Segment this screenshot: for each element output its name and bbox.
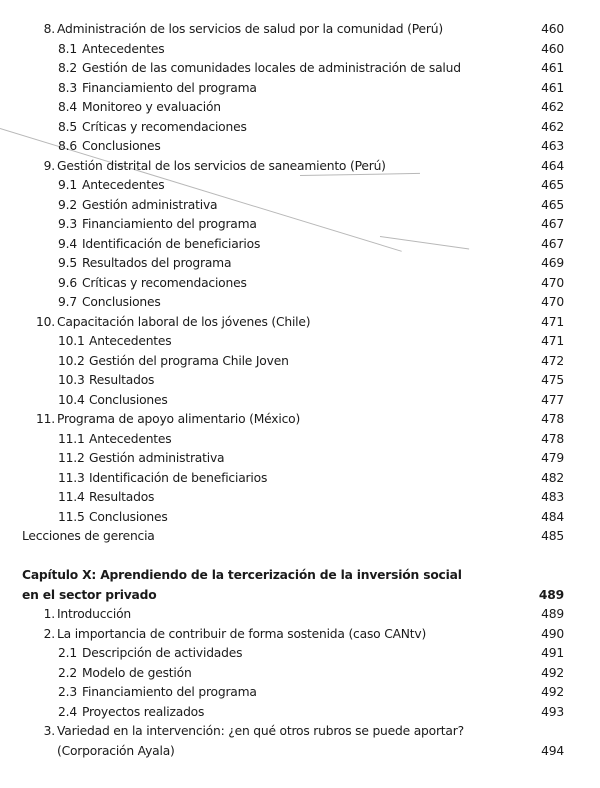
entry-title: Identificación de beneficiarios xyxy=(89,470,268,485)
entry-title: Financiamiento del programa xyxy=(82,217,257,231)
entry-title: Monitoreo y evaluación xyxy=(82,100,221,114)
toc-entry[interactable] xyxy=(0,469,600,489)
toc-entry[interactable] xyxy=(0,59,600,79)
entry-number: 2. xyxy=(43,626,55,641)
entry-page: 492 xyxy=(541,665,564,680)
toc-entry[interactable] xyxy=(0,235,600,255)
toc-entry[interactable] xyxy=(0,137,600,157)
entry-number: 9.6 xyxy=(58,275,77,290)
entry-page: 493 xyxy=(541,704,564,719)
toc-entry[interactable] xyxy=(0,488,600,508)
entry-title: (Corporación Ayala) xyxy=(57,743,175,758)
chapter-page: 489 xyxy=(538,587,564,602)
entry-page: 464 xyxy=(541,158,564,173)
entry-title: Gestión distrital de los servicios de saneamiento (Perú) xyxy=(57,158,386,173)
toc-entry[interactable] xyxy=(0,254,600,274)
entry-page: 472 xyxy=(541,353,564,368)
entry-page: 484 xyxy=(541,509,564,524)
entry-page: 462 xyxy=(541,119,564,134)
entry-page: 469 xyxy=(541,256,564,270)
entry-page: 494 xyxy=(541,743,564,758)
entry-title: Conclusiones xyxy=(89,392,168,407)
toc-entry[interactable] xyxy=(0,644,600,664)
entry-title: Administración de los servicios de salud por la comunidad (Perú) xyxy=(57,22,443,36)
toc-entry[interactable] xyxy=(0,176,600,196)
toc-entry[interactable] xyxy=(0,157,600,177)
entry-page: 477 xyxy=(541,392,564,407)
toc-entry[interactable] xyxy=(0,625,600,645)
table-of-contents xyxy=(0,20,600,761)
spacer xyxy=(0,547,600,567)
toc-entry[interactable] xyxy=(0,664,600,684)
entry-number: 9.4 xyxy=(58,236,77,251)
chapter-heading xyxy=(0,566,600,586)
entry-number: 8.1 xyxy=(58,41,77,56)
entry-title: Financiamiento del programa xyxy=(82,80,257,95)
entry-page: 471 xyxy=(541,334,564,348)
entry-title: Financiamiento del programa xyxy=(82,685,257,699)
toc-entry[interactable] xyxy=(0,527,600,547)
entry-title: Conclusiones xyxy=(89,509,168,524)
entry-title: Lecciones de gerencia xyxy=(22,529,155,543)
entry-number: 9. xyxy=(43,158,55,173)
entry-title: Críticas y recomendaciones xyxy=(82,275,247,290)
entry-number: 3. xyxy=(43,724,55,738)
toc-entry[interactable] xyxy=(0,722,600,742)
entry-number: 10.3 xyxy=(58,373,85,387)
toc-entry[interactable] xyxy=(0,293,600,313)
entry-page: 471 xyxy=(541,314,564,329)
entry-page: 492 xyxy=(541,685,564,699)
toc-entry[interactable] xyxy=(0,40,600,60)
entry-number: 9.2 xyxy=(58,197,77,212)
toc-entry[interactable] xyxy=(0,20,600,40)
entry-number: 8.6 xyxy=(58,139,77,153)
entry-page: 478 xyxy=(541,412,564,426)
entry-title: Críticas y recomendaciones xyxy=(82,119,247,134)
entry-number: 2.1 xyxy=(58,646,77,660)
entry-page: 490 xyxy=(541,626,564,641)
entry-number: 10.4 xyxy=(58,392,85,407)
entry-title: Antecedentes xyxy=(89,334,172,348)
entry-number: 2.4 xyxy=(58,704,77,719)
entry-page: 482 xyxy=(541,470,564,485)
toc-entry[interactable] xyxy=(0,196,600,216)
entry-number: 9.7 xyxy=(58,295,77,309)
entry-title: Conclusiones xyxy=(82,295,161,309)
entry-page: 465 xyxy=(541,178,564,192)
toc-entry[interactable] xyxy=(0,605,600,625)
entry-page: 489 xyxy=(541,607,564,621)
entry-title: Programa de apoyo alimentario (México) xyxy=(57,412,301,426)
entry-title: Gestión administrativa xyxy=(82,197,218,212)
entry-number: 8.5 xyxy=(58,119,77,134)
toc-entry[interactable] xyxy=(0,371,600,391)
entry-number: 10.1 xyxy=(58,334,85,348)
chapter-title-line2: en el sector privado xyxy=(22,587,157,602)
entry-page: 475 xyxy=(541,373,564,387)
chapter-heading xyxy=(0,586,600,606)
toc-entry[interactable] xyxy=(0,391,600,411)
entry-number: 10. xyxy=(36,314,55,329)
toc-entry[interactable] xyxy=(0,683,600,703)
entry-page: 460 xyxy=(541,41,564,56)
entry-number: 9.3 xyxy=(58,217,77,231)
entry-title: Resultados xyxy=(89,373,155,387)
entry-number: 11.4 xyxy=(58,490,85,504)
toc-entry[interactable] xyxy=(0,79,600,99)
toc-entry[interactable] xyxy=(0,98,600,118)
chapter-title-line1: Capítulo X: Aprendiendo de la tercerización de la inversión social xyxy=(22,568,462,582)
toc-entry[interactable] xyxy=(0,508,600,528)
entry-page: 465 xyxy=(541,197,564,212)
entry-title: Variedad en la intervención: ¿en qué otros rubros se puede aportar? xyxy=(57,724,464,738)
entry-page: 461 xyxy=(541,80,564,95)
entry-page: 479 xyxy=(541,451,564,465)
toc-entry[interactable] xyxy=(0,352,600,372)
toc-entry[interactable] xyxy=(0,274,600,294)
entry-number: 11.2 xyxy=(58,451,85,465)
toc-entry[interactable] xyxy=(0,449,600,469)
entry-number: 11.1 xyxy=(58,431,85,446)
toc-entry[interactable] xyxy=(0,430,600,450)
entry-page: 467 xyxy=(541,217,564,231)
entry-title: Antecedentes xyxy=(82,41,165,56)
toc-entry[interactable] xyxy=(0,215,600,235)
entry-number: 2.2 xyxy=(58,665,77,680)
entry-page: 483 xyxy=(541,490,564,504)
entry-number: 9.5 xyxy=(58,256,77,270)
entry-title: Conclusiones xyxy=(82,139,161,153)
entry-title: Gestión de las comunidades locales de administración de salud xyxy=(82,61,461,75)
toc-entry[interactable] xyxy=(0,742,600,762)
toc-entry[interactable] xyxy=(0,410,600,430)
entry-title: Gestión administrativa xyxy=(89,451,225,465)
entry-page: 485 xyxy=(541,529,564,543)
entry-title: Gestión del programa Chile Joven xyxy=(89,353,289,368)
entry-title: Antecedentes xyxy=(82,178,165,192)
entry-title: Resultados xyxy=(89,490,155,504)
entry-title: Capacitación laboral de los jóvenes (Chile) xyxy=(57,314,311,329)
toc-entry[interactable] xyxy=(0,313,600,333)
toc-entry[interactable] xyxy=(0,703,600,723)
entry-page: 461 xyxy=(541,61,564,75)
entry-number: 8.2 xyxy=(58,61,77,75)
entry-title: La importancia de contribuir de forma sostenida (caso CANtv) xyxy=(57,626,427,641)
entry-page: 478 xyxy=(541,431,564,446)
entry-number: 1. xyxy=(43,607,55,621)
entry-number: 8.4 xyxy=(58,100,77,114)
entry-page: 467 xyxy=(541,236,564,251)
toc-entry[interactable] xyxy=(0,332,600,352)
entry-number: 11.5 xyxy=(58,509,85,524)
entry-page: 470 xyxy=(541,275,564,290)
entry-number: 9.1 xyxy=(58,178,77,192)
entry-number: 11.3 xyxy=(58,470,85,485)
entry-title: Resultados del programa xyxy=(82,256,232,270)
entry-number: 2.3 xyxy=(58,685,77,699)
entry-title: Antecedentes xyxy=(89,431,172,446)
entry-title: Descripción de actividades xyxy=(82,646,243,660)
entry-title: Proyectos realizados xyxy=(82,704,205,719)
entry-page: 462 xyxy=(541,100,564,114)
entry-number: 8. xyxy=(43,22,55,36)
entry-page: 491 xyxy=(541,646,564,660)
entry-title: Modelo de gestión xyxy=(82,665,192,680)
entry-page: 470 xyxy=(541,295,564,309)
entry-number: 10.2 xyxy=(58,353,85,368)
entry-number: 8.3 xyxy=(58,80,77,95)
entry-page: 460 xyxy=(541,22,564,36)
entry-page: 463 xyxy=(541,139,564,153)
toc-entry[interactable] xyxy=(0,118,600,138)
entry-title: Introducción xyxy=(57,607,132,621)
entry-number: 11. xyxy=(36,412,55,426)
entry-title: Identificación de beneficiarios xyxy=(82,236,261,251)
